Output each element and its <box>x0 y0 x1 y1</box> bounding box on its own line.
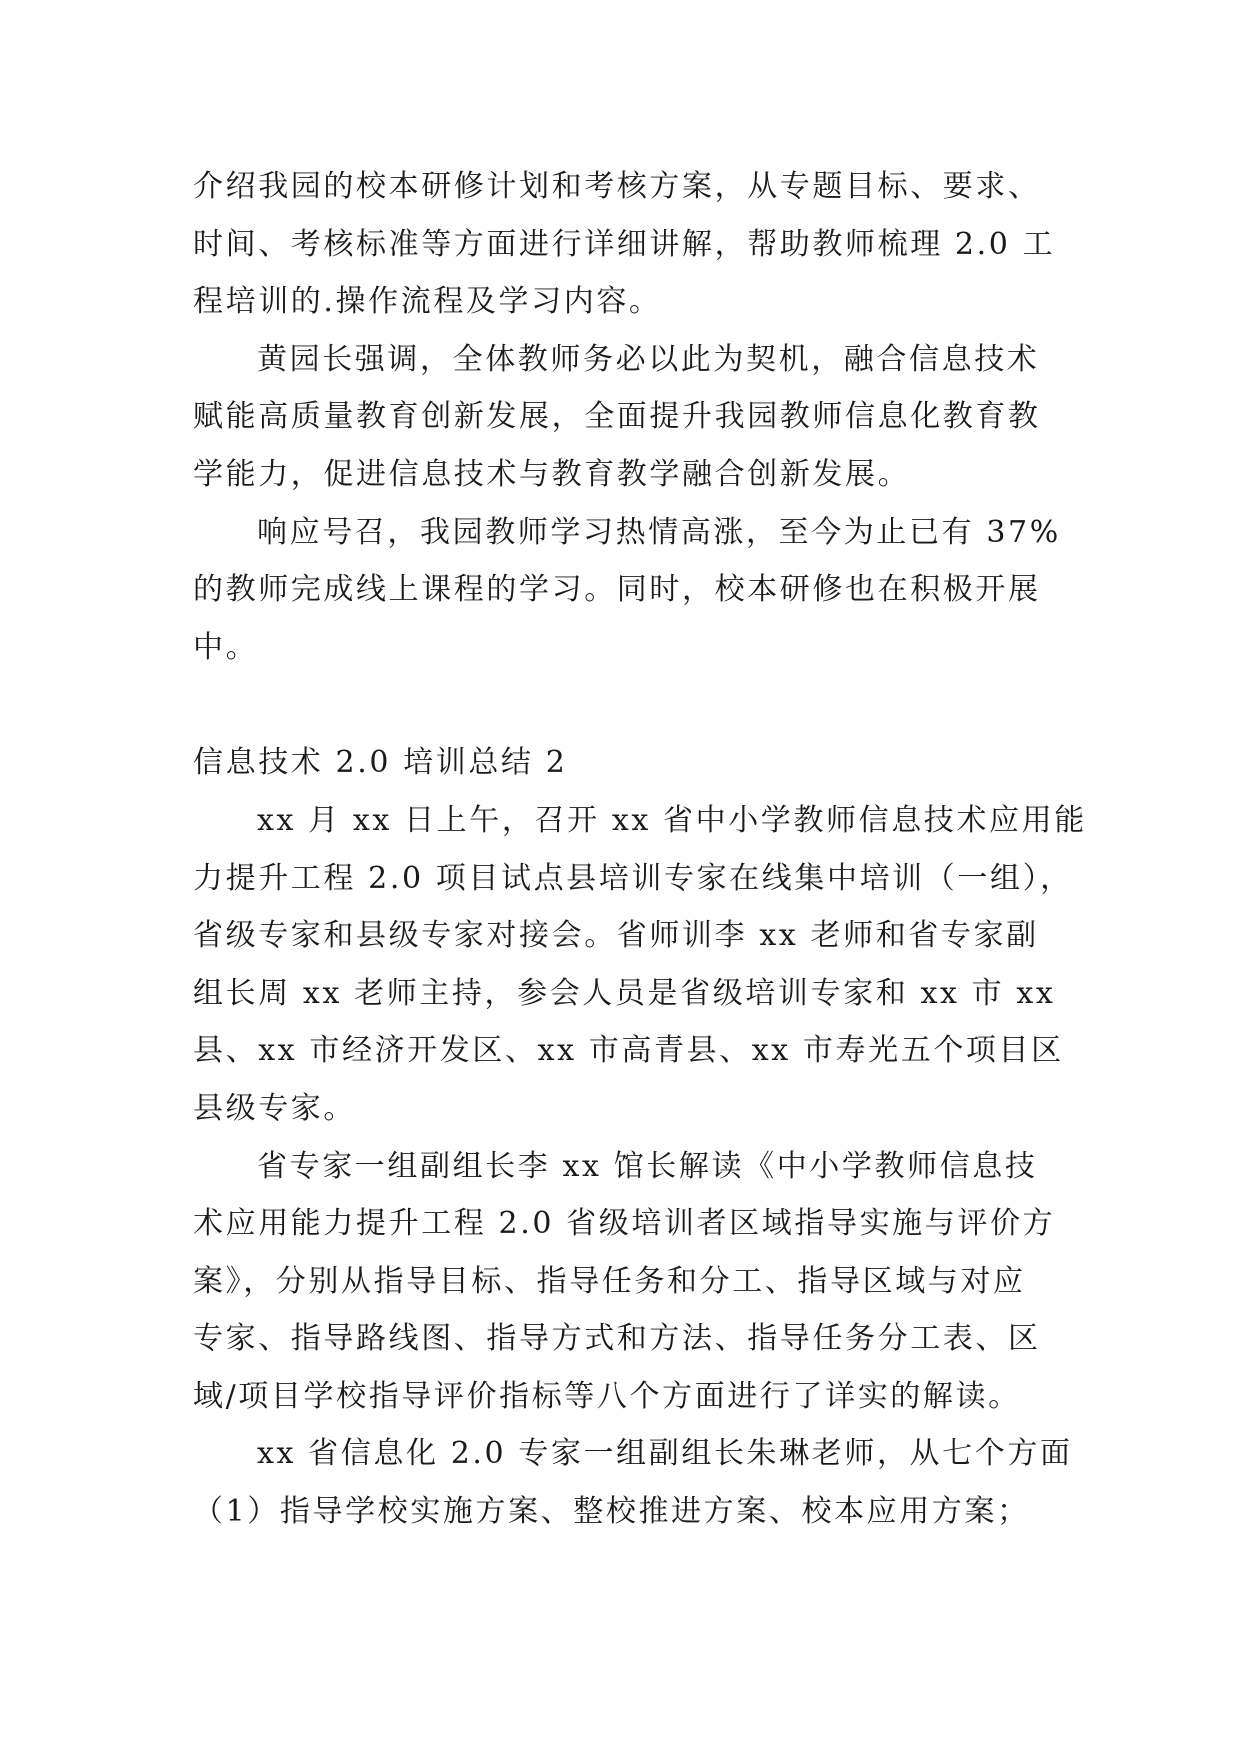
text-line: 的教师完成线上课程的学习。同时，校本研修也在积极开展 <box>193 572 1041 608</box>
text-line: （1）指导学校实施方案、整校推进方案、校本应用方案； <box>193 1494 1030 1530</box>
text-line: 黄园长强调，全体教师务必以此为契机，融合信息技术 <box>257 341 1040 377</box>
text-line: 赋能高质量教育创新发展，全面提升我园教师信息化教育教 <box>193 399 1041 435</box>
document-body <box>193 158 1087 1541</box>
text-line: 力提升工程 2.0 项目试点县培训专家在线集中培训（一组）， <box>193 860 1073 896</box>
text-line: 案》，分别从指导目标、指导任务和分工、指导区域与对应 <box>193 1263 1026 1299</box>
paragraph-interpretation <box>193 1138 1058 1426</box>
paragraph-intro <box>193 158 1058 331</box>
text-line: 学能力，促进信息技术与教育教学融合创新发展。 <box>193 456 911 492</box>
paragraph-seven-aspects <box>193 1425 1073 1540</box>
text-line: 响应号召，我园教师学习热情高涨，至今为止已有 37% <box>257 514 1061 550</box>
section-title <box>193 734 1058 792</box>
text-line: 域/项目学校指导评价指标等八个方面进行了详实的解读。 <box>193 1378 1021 1414</box>
text-line: 省专家一组副组长李 xx 馆长解读《中小学教师信息技 <box>257 1148 1038 1184</box>
paragraph-principal-emphasis <box>193 331 1058 504</box>
text-line: xx 月 xx 日上午，召开 xx 省中小学教师信息技术应用能 <box>257 802 1087 838</box>
text-line: 中。 <box>193 629 259 665</box>
text-line: xx 省信息化 2.0 专家一组副组长朱琳老师，从七个方面 <box>257 1436 1073 1472</box>
paragraph-response <box>193 504 1061 677</box>
text-line: 县、xx 市经济开发区、xx 市高青县、xx 市寿光五个项目区 <box>193 1033 1064 1069</box>
text-line: 程培训的.操作流程及学习内容。 <box>193 284 662 320</box>
text-line: 专家、指导路线图、指导方式和方法、指导任务分工表、区 <box>193 1321 1041 1357</box>
text-line: 介绍我园的校本研修计划和考核方案，从专题目标、要求、 <box>193 169 1041 204</box>
paragraph-meeting <box>193 792 1087 1138</box>
text-line: 术应用能力提升工程 2.0 省级培训者区域指导实施与评价方 <box>193 1206 1056 1242</box>
text-line: 县级专家。 <box>193 1090 356 1126</box>
text-line: 组长周 xx 老师主持，参会人员是省级培训专家和 xx 市 xx <box>193 975 1056 1011</box>
text-line: 时间、考核标准等方面进行详细讲解，帮助教师梳理 2.0 工 <box>193 226 1056 262</box>
section-title-text: 信息技术 2.0 培训总结 2 <box>193 745 568 781</box>
text-line: 省级专家和县级专家对接会。省师训李 xx 老师和省专家副 <box>193 918 1039 954</box>
